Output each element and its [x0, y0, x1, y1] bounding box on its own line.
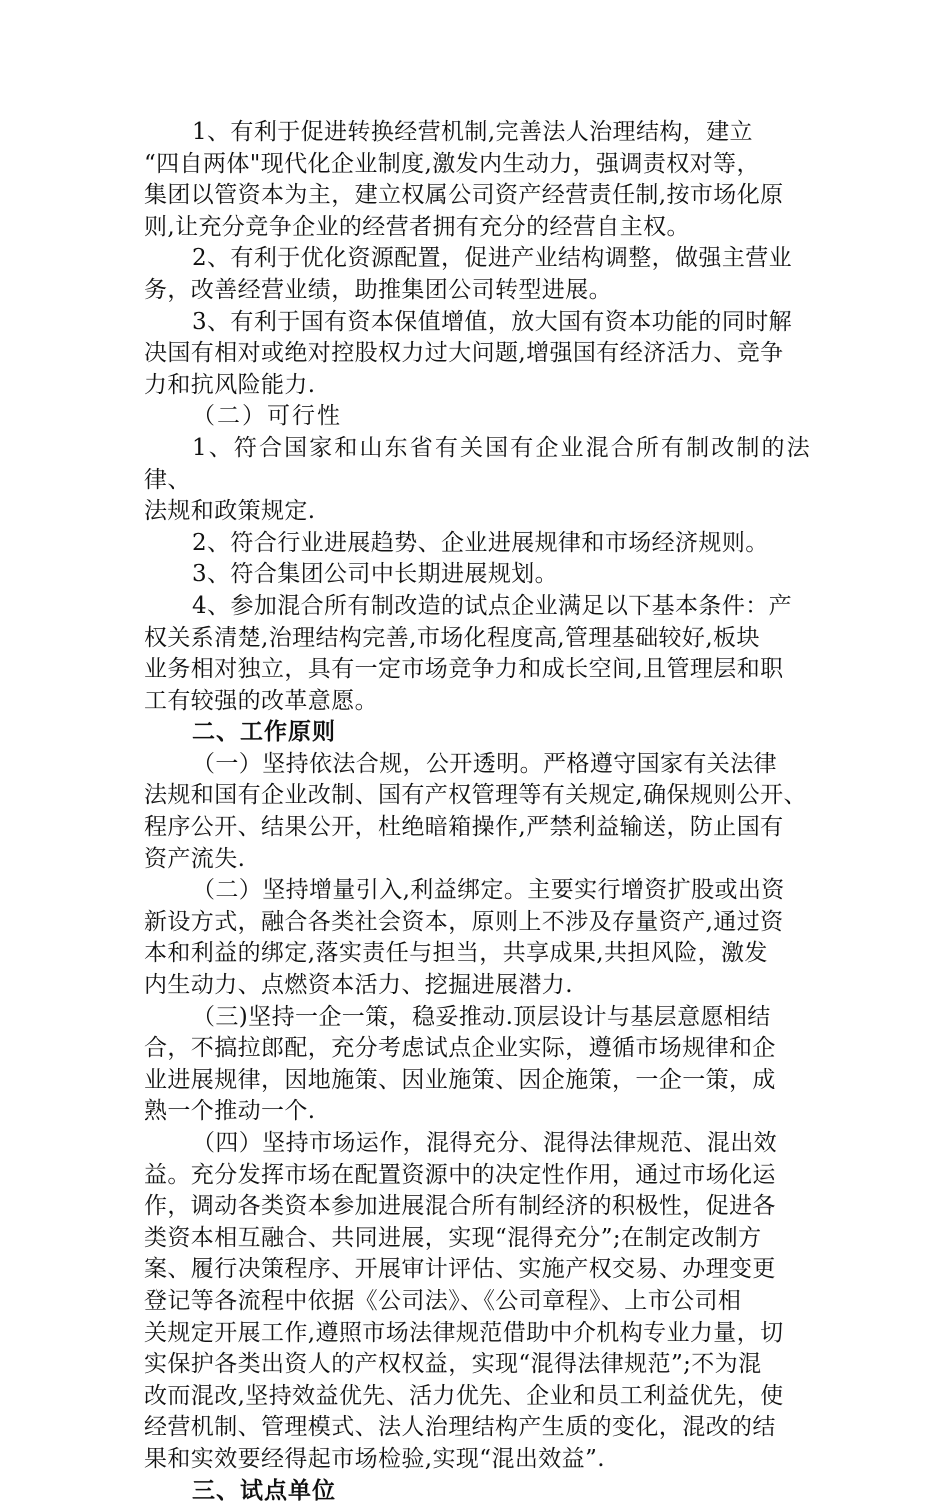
- text-line: 则,让充分竞争企业的经营者拥有充分的经营自主权。: [144, 213, 690, 240]
- text-line: 工有较强的改革意愿。: [144, 687, 378, 714]
- text-line: 法规和国有企业改制、国有产权管理等有关规定,确保规则公开、: [144, 782, 807, 809]
- section-heading-pilot-units: 三、试点单位: [192, 1477, 336, 1504]
- text-line: 新设方式，融合各类社会资本，原则上不涉及存量资产,通过资: [144, 908, 784, 935]
- text-line: 改而混改,坚持效益优先、活力优先、企业和员工利益优先，使: [144, 1382, 784, 1409]
- text-line: 程序公开、结果公开，杜绝暗箱操作,严禁利益输送，防止国有: [144, 814, 784, 841]
- text-line: 3、符合集团公司中长期进展规划。: [192, 561, 559, 588]
- text-line: 作，调动各类资本参加进展混合所有制经济的积极性，促进各: [144, 1193, 776, 1220]
- text-line: 权关系清楚,治理结构完善,市场化程度高,管理基础较好,板块: [144, 624, 760, 651]
- text-line: 3、有利于国有资本保值增值，放大国有资本功能的同时解: [192, 308, 793, 335]
- text-line: 务，改善经营业绩，助推集团公司转型进展。: [144, 276, 612, 303]
- text-line: （三)坚持一企一策，稳妥推动.顶层设计与基层意愿相结: [192, 1003, 771, 1030]
- text-line: 2、有利于优化资源配置，促进产业结构调整，做强主营业: [192, 245, 793, 272]
- text-line: 业务相对独立，具有一定市场竞争力和成长空间,且管理层和职: [144, 656, 784, 683]
- text-line: （四）坚持市场运作，混得充分、混得法律规范、混出效: [192, 1130, 777, 1156]
- text-line: 集团以管资本为主，建立权属公司资产经营责任制,按市场化原: [144, 182, 784, 209]
- paragraph-advantage-2: [144, 243, 810, 306]
- text-line: 内生动力、点燃资本活力、挖掘进展潜力.: [144, 972, 573, 999]
- text-line: 合，不搞拉郎配，充分考虑试点企业实际，遵循市场规律和企: [144, 1035, 776, 1062]
- text-line: 类资本相互融合、共同进展，实现“混得充分”;在制定改制方: [144, 1224, 762, 1251]
- text-line: 案、履行决策程序、开展审计评估、实施产权交易、办理变更: [144, 1256, 776, 1283]
- text-line: （一）坚持依法合规，公开透明。严格遵守国家有关法律: [192, 750, 777, 777]
- text-line: 业进展规律，因地施策、因业施策、因企施策，一企一策，成: [144, 1066, 776, 1093]
- paragraph-feasibility-4: [144, 591, 810, 717]
- text-line: 登记等各流程中依据《公司法》、《公司章程》、上市公司相: [144, 1287, 742, 1314]
- text-line: 1、符合国家和山东省有关国有企业混合所有制改制的法律、: [144, 434, 810, 493]
- text-line: 本和利益的绑定,落实责任与担当，共享成果,共担风险，激发: [144, 940, 768, 967]
- paragraph-advantage-1: [144, 117, 810, 243]
- text-line: 决国有相对或绝对控股权力过大问题,增强国有经济活力、竞争: [144, 340, 784, 367]
- text-line: 益。充分发挥市场在配置资源中的决定性作用，通过市场化运: [144, 1161, 776, 1188]
- text-line: （二）坚持增量引入,利益绑定。主要实行增资扩股或出资: [192, 877, 785, 904]
- text-line: 熟一个推动一个.: [144, 1098, 316, 1125]
- paragraph-feasibility-3: [144, 559, 810, 591]
- text-line: 关规定开展工作,遵照市场法律规范借助中介机构专业力量，切: [144, 1319, 784, 1346]
- section-heading-principles: 二、工作原则: [192, 719, 336, 746]
- text-line: 资产流失.: [144, 845, 246, 872]
- paragraph-principle-2: [144, 875, 810, 1001]
- paragraph-principle-1: [144, 749, 810, 875]
- paragraph-principle-4: [144, 1128, 810, 1476]
- text-line: 果和实效要经得起市场检验,实现“混出效益”.: [144, 1445, 605, 1472]
- text-line: 经营机制、管理模式、法人治理结构产生质的变化，混改的结: [144, 1414, 776, 1441]
- paragraph-principle-3: [144, 1002, 810, 1128]
- text-line: 2、符合行业进展趋势、企业进展规律和市场经济规则。: [192, 529, 769, 556]
- paragraph-feasibility-2: [144, 528, 810, 560]
- text-line: 法规和政策规定.: [144, 498, 316, 525]
- text-line: “四自两体"现代化企业制度,激发内生动力，强调责权对等，: [144, 150, 760, 177]
- text-line: 力和抗风险能力.: [144, 371, 316, 398]
- text-line: 实保护各类出资人的产权权益，实现“混得法律规范”;不为混: [144, 1351, 762, 1378]
- text-line: 1、有利于促进转换经营机制,完善法人治理结构，建立: [192, 119, 753, 145]
- text-line: 4、参加混合所有制改造的试点企业满足以下基本条件：产: [192, 592, 793, 619]
- subheading-feasibility: （二）可行性: [192, 403, 342, 430]
- paragraph-feasibility-1: [144, 433, 810, 528]
- paragraph-advantage-3: [144, 307, 810, 402]
